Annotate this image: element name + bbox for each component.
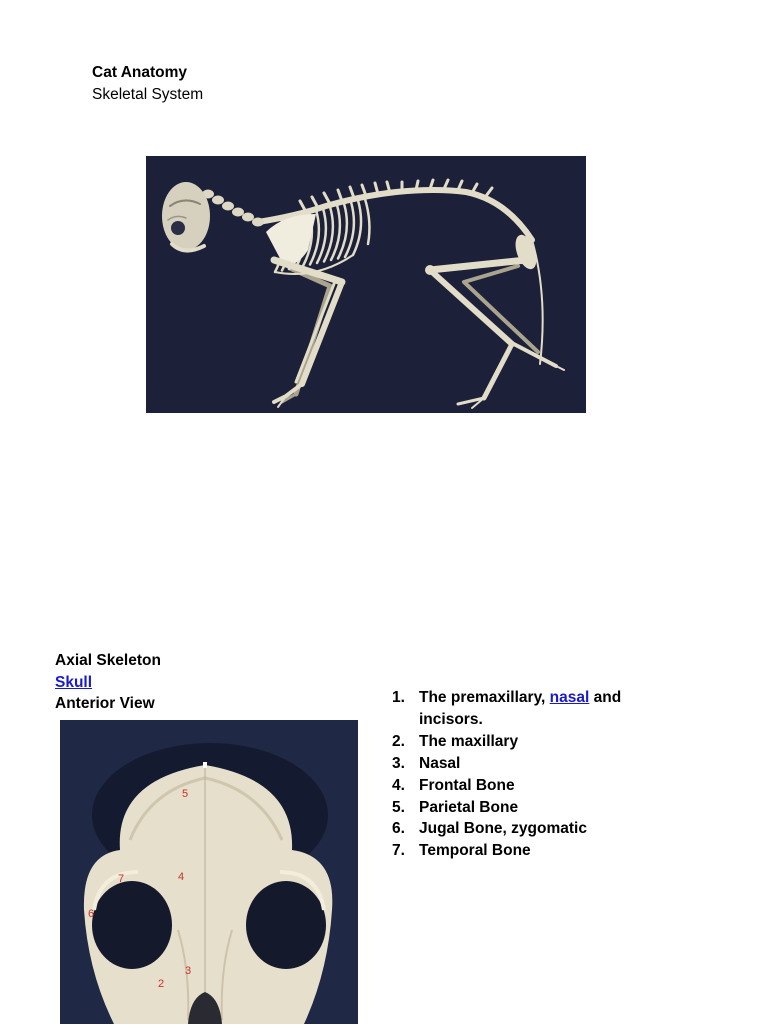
label-4: 4: [177, 871, 185, 883]
section-heading: Axial Skeleton: [55, 652, 161, 669]
page-subtitle: Skeletal System: [92, 86, 204, 103]
side-skull: [162, 182, 210, 251]
label-3: 3: [184, 965, 192, 977]
list-number: 1.: [392, 689, 405, 706]
list-text-post: and incisors.: [419, 689, 622, 728]
list-text: Jugal Bone, zygomatic: [419, 820, 587, 838]
label-2: 2: [157, 978, 165, 990]
list-text: Nasal: [419, 754, 461, 772]
list-number: 5.: [392, 798, 405, 816]
list-number: 6.: [392, 820, 405, 838]
skull-anterior-photo: [60, 720, 358, 1024]
right-orbit: [246, 881, 326, 969]
list-number: 7.: [392, 842, 405, 860]
list-number: 4.: [392, 776, 405, 794]
cat-skeleton-photo: [146, 156, 586, 413]
list-text-pre: The premaxillary,: [419, 689, 550, 706]
label-5: 5: [181, 788, 189, 800]
page-title: Cat Anatomy: [92, 64, 188, 81]
list-text: Frontal Bone: [419, 776, 515, 794]
list-number: 2.: [392, 732, 405, 750]
list-number: 3.: [392, 754, 405, 772]
list-item: [392, 753, 662, 775]
list-text: Temporal Bone: [419, 842, 531, 860]
list-item: [392, 731, 662, 753]
list-item: [392, 775, 662, 797]
list-item: [392, 818, 662, 840]
list-text: [419, 687, 637, 731]
left-orbit: [92, 881, 172, 969]
list-item: [392, 797, 662, 819]
list-text: Parietal Bone: [419, 798, 519, 816]
list-item: [392, 840, 662, 862]
label-6: 6: [87, 908, 95, 920]
top-notch: [203, 762, 207, 768]
skull-link[interactable]: Skull: [55, 674, 93, 691]
label-7: 7: [117, 873, 125, 885]
view-label: Anterior View: [55, 695, 155, 712]
list-text: The maxillary: [419, 732, 519, 750]
cat-skeleton-illustration: [146, 156, 586, 413]
list-item: [392, 687, 662, 731]
skull-anterior-illustration: [60, 720, 358, 1024]
bone-list: [392, 687, 662, 862]
nasal-link[interactable]: nasal: [549, 689, 590, 706]
